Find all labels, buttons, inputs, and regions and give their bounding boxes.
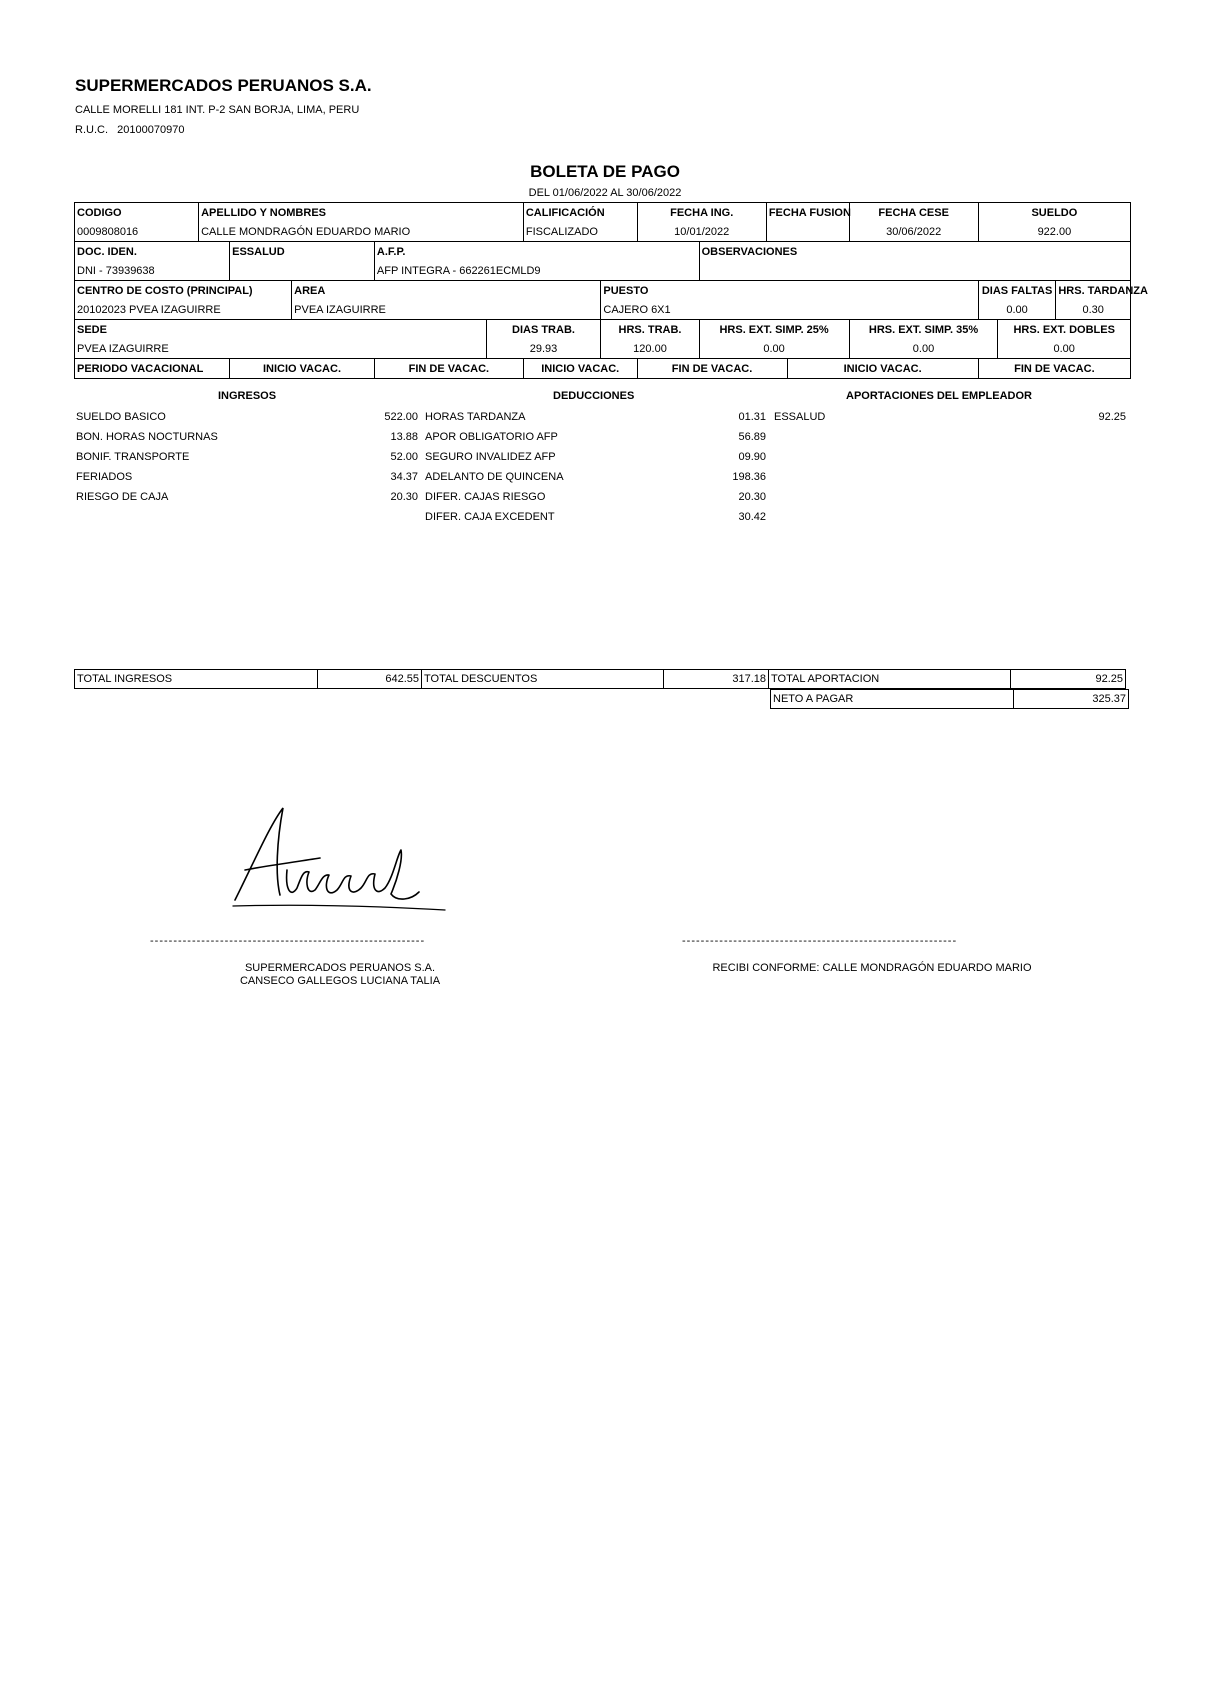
document-title: BOLETA DE PAGO [530, 162, 680, 181]
inicio-vacac-2-label: INICIO VACAC. [523, 359, 637, 379]
employer-signer: CANSECO GALLEGOS LUCIANA TALIA [239, 975, 441, 987]
deduccion-concept: ADELANTO DE QUINCENA [425, 471, 564, 483]
hrs-trab-value: 120.00 [601, 339, 699, 359]
deduccion-concept: DIFER. CAJA EXCEDENT [425, 511, 555, 523]
total-ingresos-value: 642.55 [318, 670, 422, 689]
deduccion-concept: SEGURO INVALIDEZ AFP [425, 451, 556, 463]
aportaciones-title: APORTACIONES DEL EMPLEADOR [846, 390, 1032, 402]
info-row-3-values [75, 300, 1131, 320]
neto-value: 325.37 [1014, 690, 1129, 709]
nombres-value: CALLE MONDRAGÓN EDUARDO MARIO [199, 222, 524, 242]
fin-vacac-3-label: FIN DE VACAC. [978, 359, 1130, 379]
hrs-ext-dobles-label: HRS. EXT. DOBLES [998, 320, 1131, 340]
puesto-value: CAJERO 6X1 [601, 300, 978, 320]
fecha-fusion-value [766, 222, 849, 242]
info-row-2-labels [75, 242, 1131, 262]
sede-value: PVEA IZAGUIRRE [75, 339, 487, 359]
hrs-ext-25-label: HRS. EXT. SIMP. 25% [699, 320, 849, 340]
afp-label: A.F.P. [374, 242, 699, 262]
inicio-vacac-3-label: INICIO VACAC. [787, 359, 978, 379]
total-descuentos-value: 317.18 [664, 670, 769, 689]
puesto-label: PUESTO [601, 281, 978, 301]
fecha-ing-label: FECHA ING. [637, 203, 766, 223]
ingreso-concept: RIESGO DE CAJA [76, 491, 169, 503]
info-row-1-labels [75, 203, 1131, 223]
deduccion-amount: 20.30 [738, 491, 766, 503]
ruc-value: 20100070970 [117, 124, 185, 136]
deduccion-amount: 01.31 [738, 411, 766, 423]
doc-iden-label: DOC. IDEN. [75, 242, 230, 262]
employee-signature-line: ----------------------------------------------------------- [682, 935, 958, 947]
codigo-value: 0009808016 [75, 222, 199, 242]
fecha-fusion-label: FECHA FUSION [766, 203, 849, 223]
employer-signature [225, 800, 455, 915]
deduccion-amount: 198.36 [732, 471, 766, 483]
deduccion-concept: DIFER. CAJAS RIESGO [425, 491, 546, 503]
ingreso-amount: 34.37 [390, 471, 418, 483]
observaciones-label: OBSERVACIONES [699, 242, 1130, 262]
total-aportacion-label: TOTAL APORTACION [769, 670, 1011, 689]
aportacion-amount: 92.25 [1098, 411, 1126, 423]
neto-label: NETO A PAGAR [771, 690, 1014, 709]
ingreso-amount: 13.88 [390, 431, 418, 443]
doc-iden-value: DNI - 73939638 [75, 261, 230, 281]
codigo-label: CODIGO [75, 203, 199, 223]
deduccion-amount: 30.42 [738, 511, 766, 523]
document-period: DEL 01/06/2022 AL 30/06/2022 [528, 187, 682, 199]
aportacion-concept: ESSALUD [774, 411, 826, 423]
info-row-3-labels [75, 281, 1131, 301]
hrs-tardanza-value: 0.30 [1056, 300, 1131, 320]
area-label: AREA [292, 281, 601, 301]
employee-receipt: RECIBI CONFORME: CALLE MONDRAGÓN EDUARDO MARIO [712, 962, 1032, 974]
fecha-ing-value: 10/01/2022 [637, 222, 766, 242]
total-ingresos-label: TOTAL INGRESOS [75, 670, 318, 689]
calificacion-value: FISCALIZADO [523, 222, 637, 242]
dias-trab-value: 29.93 [486, 339, 601, 359]
hrs-ext-35-value: 0.00 [849, 339, 998, 359]
ingreso-amount: 522.00 [384, 411, 418, 423]
dias-faltas-label: DIAS FALTAS [978, 281, 1056, 301]
sueldo-label: SUELDO [978, 203, 1130, 223]
dias-faltas-value: 0.00 [978, 300, 1056, 320]
hrs-trab-label: HRS. TRAB. [601, 320, 699, 340]
vacation-row [75, 359, 1131, 379]
fecha-cese-label: FECHA CESE [849, 203, 978, 223]
ruc-label: R.U.C. [75, 124, 108, 136]
deduccion-amount: 09.90 [738, 451, 766, 463]
sueldo-value: 922.00 [978, 222, 1130, 242]
sede-label: SEDE [75, 320, 487, 340]
ingresos-title: INGRESOS [218, 390, 277, 402]
ingreso-concept: SUELDO BASICO [76, 411, 166, 423]
total-descuentos-label: TOTAL DESCUENTOS [422, 670, 664, 689]
neto-table [770, 689, 1129, 709]
totals-table [74, 669, 1126, 689]
observaciones-value [699, 261, 1130, 281]
deduccion-amount: 56.89 [738, 431, 766, 443]
essalud-value [230, 261, 375, 281]
fin-vacac-1-label: FIN DE VACAC. [374, 359, 523, 379]
info-row-1-values [75, 222, 1131, 242]
periodo-vacacional-label: PERIODO VACACIONAL [75, 359, 230, 379]
calificacion-label: CALIFICACIÓN [523, 203, 637, 223]
inicio-vacac-1-label: INICIO VACAC. [230, 359, 375, 379]
employer-signature-line: ----------------------------------------------------------- [150, 935, 426, 947]
centro-costo-label: CENTRO DE COSTO (PRINCIPAL) [75, 281, 292, 301]
hrs-ext-25-value: 0.00 [699, 339, 849, 359]
hrs-tardanza-label: HRS. TARDANZA [1056, 281, 1131, 301]
ingreso-concept: BON. HORAS NOCTURNAS [76, 431, 218, 443]
ingreso-concept: BONIF. TRANSPORTE [76, 451, 190, 463]
total-aportacion-value: 92.25 [1011, 670, 1126, 689]
info-row-4-labels [75, 320, 1131, 340]
company-name: SUPERMERCADOS PERUANOS S.A. [75, 76, 372, 95]
hrs-ext-dobles-value: 0.00 [998, 339, 1131, 359]
dias-trab-label: DIAS TRAB. [486, 320, 601, 340]
info-row-2-values [75, 261, 1131, 281]
ingreso-concept: FERIADOS [76, 471, 133, 483]
afp-value: AFP INTEGRA - 662261ECMLD9 [374, 261, 699, 281]
company-address: CALLE MORELLI 181 INT. P-2 SAN BORJA, LIMA, PERU [75, 104, 360, 116]
info-row-4-values [75, 339, 1131, 359]
hrs-ext-35-label: HRS. EXT. SIMP. 35% [849, 320, 998, 340]
centro-costo-value: 20102023 PVEA IZAGUIRRE [75, 300, 292, 320]
employee-info-table [74, 202, 1148, 379]
essalud-label: ESSALUD [230, 242, 375, 262]
ingreso-amount: 20.30 [390, 491, 418, 503]
company-ruc [75, 124, 184, 136]
deduccion-concept: APOR OBLIGATORIO AFP [425, 431, 558, 443]
deducciones-title: DEDUCCIONES [553, 390, 635, 402]
area-value: PVEA IZAGUIRRE [292, 300, 601, 320]
deduccion-concept: HORAS TARDANZA [425, 411, 526, 423]
fecha-cese-value: 30/06/2022 [849, 222, 978, 242]
nombres-label: APELLIDO Y NOMBRES [199, 203, 524, 223]
ingreso-amount: 52.00 [390, 451, 418, 463]
employer-name: SUPERMERCADOS PERUANOS S.A. [244, 962, 436, 974]
fin-vacac-2-label: FIN DE VACAC. [637, 359, 787, 379]
